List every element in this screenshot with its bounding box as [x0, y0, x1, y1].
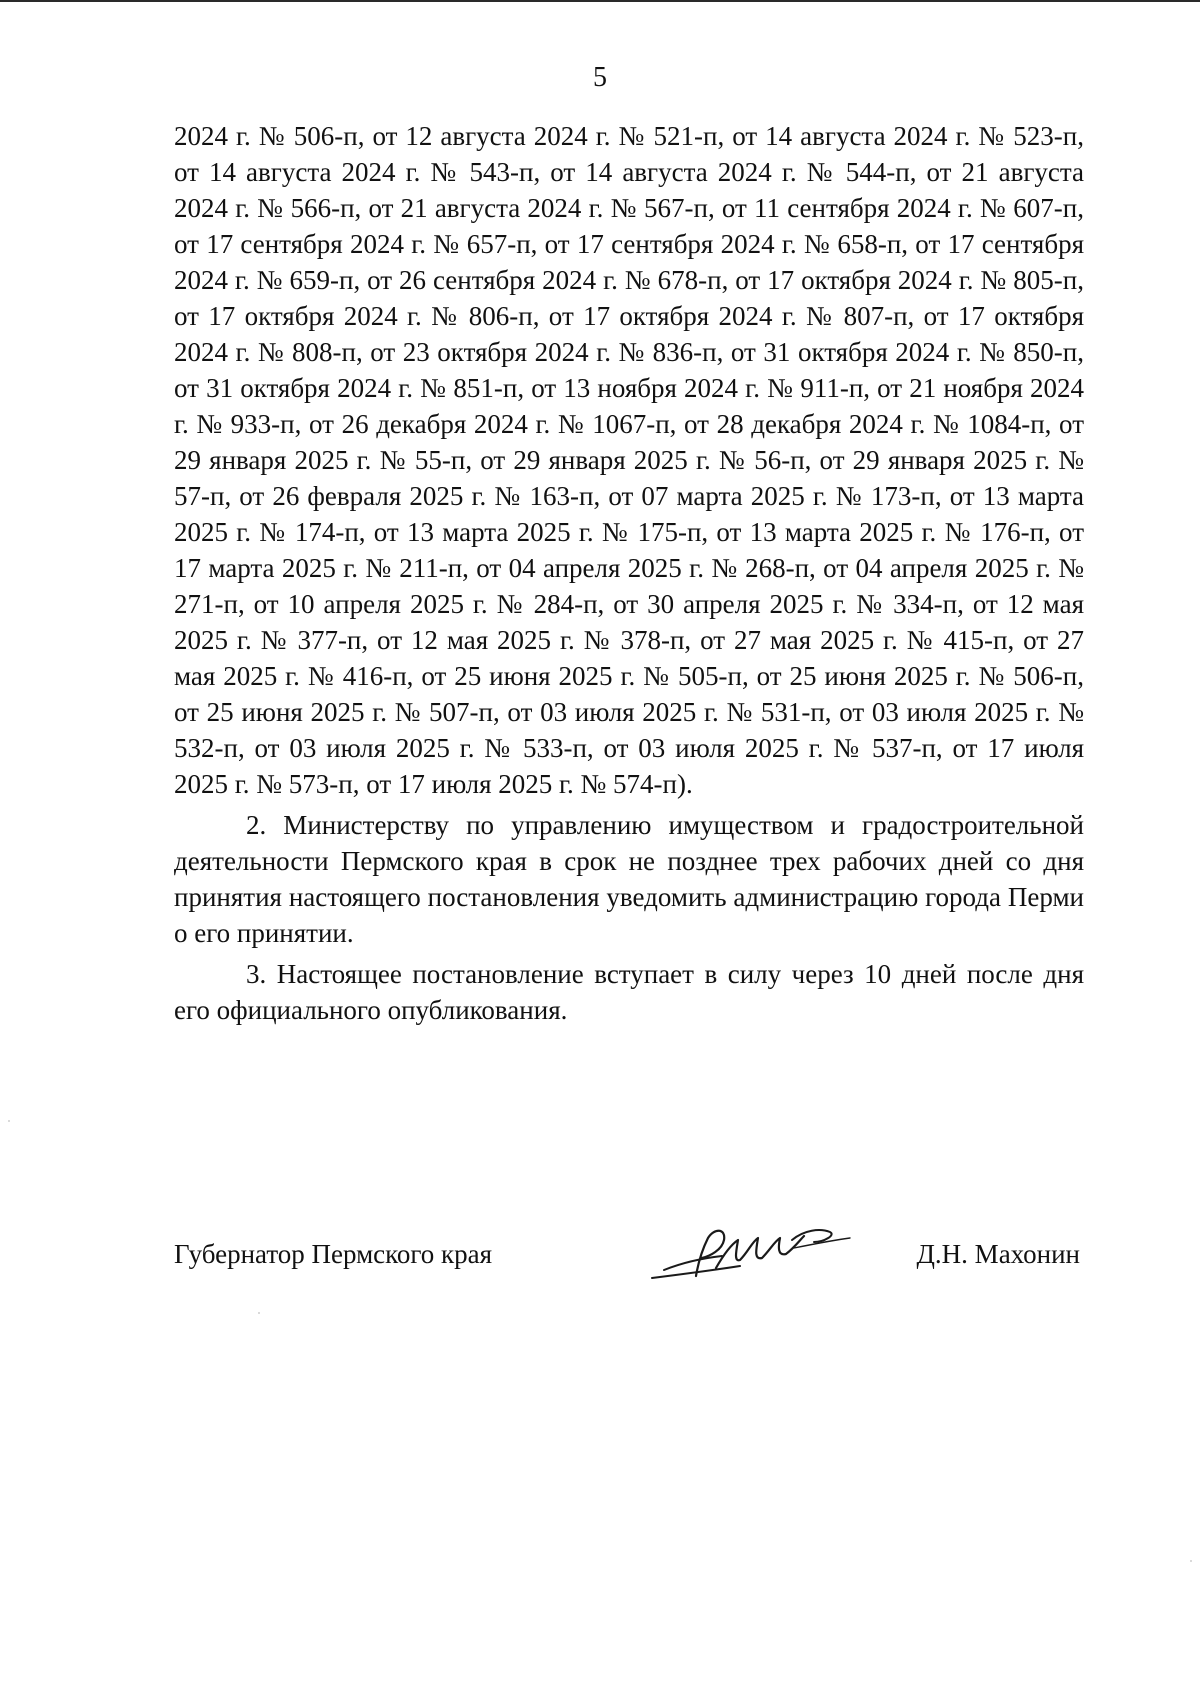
scan-top-edge [0, 0, 1200, 2]
signature-block [174, 1218, 1084, 1288]
signer-title: Губернатор Пермского края [174, 1239, 493, 1269]
handwritten-signature [644, 1218, 854, 1288]
document-body [174, 118, 1084, 1028]
scan-speck [8, 1120, 10, 1122]
scan-speck [258, 1312, 260, 1314]
signer-name: Д.Н. Махонин [916, 1239, 1080, 1269]
paragraph-item-2: 2. Министерству по управлению имуществом и градостроительной деятельности Пермского края в срок не позднее трех рабочих дней со дня принятия настоящего постановления уведомить администрацию города Перми о его принятии. [174, 810, 1084, 948]
page-number: 5 [593, 62, 607, 93]
scan-speck [1190, 1560, 1192, 1562]
paragraph-list-continuation: 2024 г. № 506-п, от 12 августа 2024 г. № 521-п, от 14 августа 2024 г. № 523-п, от 14 августа 2024 г. № 543-п, от 14 августа 2024 г. № 544-п, от 21 августа 2024 г. № 566-п, от 21 августа 2024 г. № 567-п, от 11 сентября 2024 г. № 607-п, от 17 сентября 2024 г. № 657-п, от 17 сентября 2024 г. № 658-п, от 17 сентября 2024 г. № 659-п, от 26 сентября 2024 г. № 678-п, от 17 октября 2024 г. № 805-п, от 17 октября 2024 г. № 806-п, от 17 октября 2024 г. № 807-п, от 17 октября 2024 г. № 808-п, от 23 октября 2024 г. № 836-п, от 31 октября 2024 г. № 850-п, от 31 октября 2024 г. № 851-п, от 13 ноября 2024 г. № 911-п, от 21 ноября 2024 г. № 933-п, от 26 декабря 2024 г. № 1067-п, от 28 декабря 2024 г. № 1084-п, от 29 января 2025 г. № 55-п, от 29 января 2025 г. № 56-п, от 29 января 2025 г. № 57-п, от 26 февраля 2025 г. № 163-п, от 07 марта 2025 г. № 173-п, от 13 марта 2025 г. № 174-п, от 13 марта 2025 г. № 175-п, от 13 марта 2025 г. № 176-п, от 17 марта 2025 г. № 211-п, от 04 апреля 2025 г. № 268-п, от 04 апреля 2025 г. № 271-п, от 10 апреля 2025 г. № 284-п, от 30 апреля 2025 г. № 334-п, от 12 мая 2025 г. № 377-п, от 12 мая 2025 г. № 378-п, от 27 мая 2025 г. № 415-п, от 27 мая 2025 г. № 416-п, от 25 июня 2025 г. № 505-п, от 25 июня 2025 г. № 506-п, от 25 июня 2025 г. № 507-п, от 03 июля 2025 г. № 531-п, от 03 июля 2025 г. № 532-п, от 03 июля 2025 г. № 533-п, от 03 июля 2025 г. № 537-п, от 17 июля 2025 г. № 573-п, от 17 июля 2025 г. № 574-п). [174, 121, 1084, 799]
paragraph-item-3: 3. Настоящее постановление вступает в силу через 10 дней после дня его официального опубликования. [174, 959, 1084, 1025]
